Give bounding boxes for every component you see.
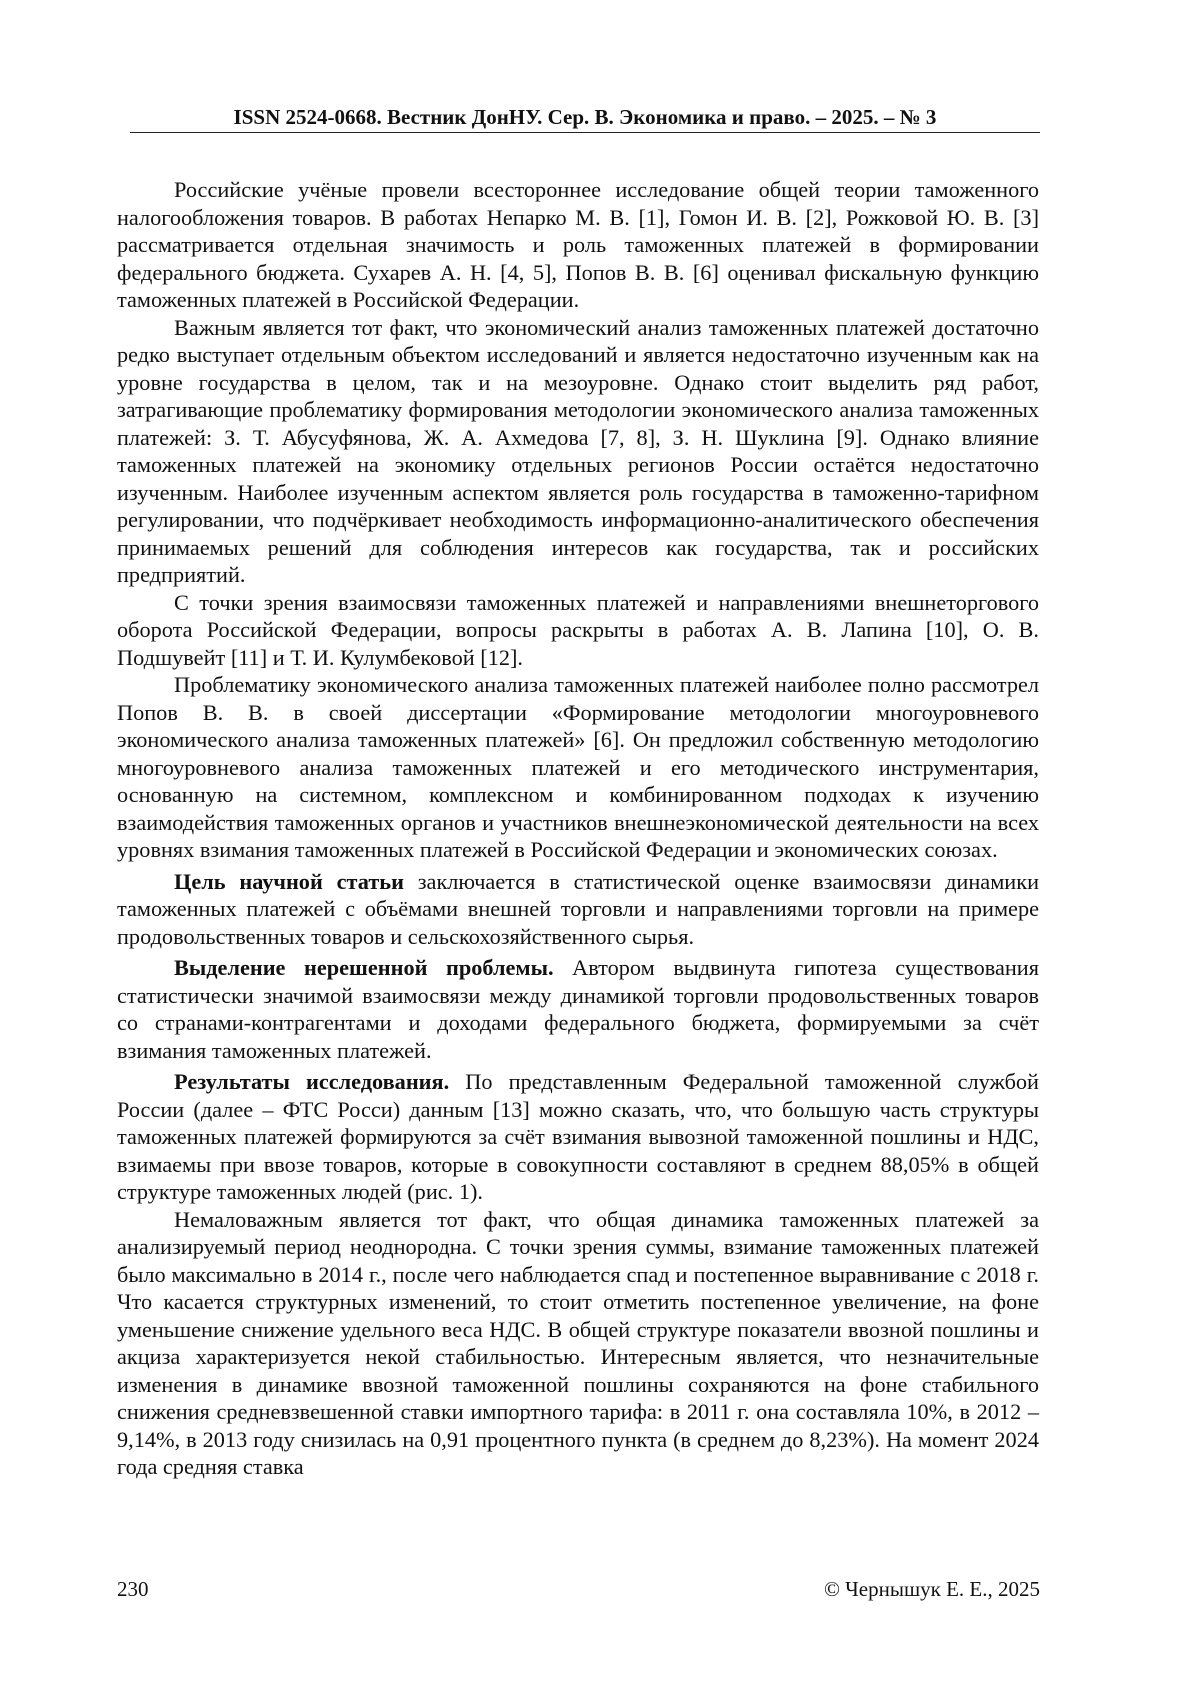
paragraph-problem: Выделение нерешенной проблемы. Автором выдвинута гипотеза существования статистически значимой взаимосвязи между динамикой торговли продовольственных товаров со странами-контрагентами и доходами федерального бюджета, формируемыми за счёт взимания таможенных платежей. bbox=[117, 955, 1039, 1063]
journal-header: ISSN 2524-0668. Вестник ДонНУ. Сер. В. Экономика и право. – 2025. – № 3 bbox=[233, 105, 937, 129]
results-lead: Результаты исследования. bbox=[174, 1069, 450, 1094]
paragraph-3: С точки зрения взаимосвязи таможенных платежей и направлениями внешнеторгового оборота Российской Федерации, вопросы раскрыты в работах А. В. Лапина [10], О. В. Подшувейт [11] и Т. И. Кулумбековой [12]. bbox=[117, 589, 1039, 670]
paragraph-results: Результаты исследования. По представленным Федеральной таможенной службой России (далее – ФТС Росси) данным [13] можно сказать, что, что большую часть структуры таможенных платежей формируются за счёт взимания вывозной таможенной пошлины и НДС, взимаемы при ввозе товаров, которые в совокупности составляют в среднем 88,05% в общей структуре таможенных людей (рис. 1). bbox=[117, 1069, 1039, 1204]
paragraph-aim: Цель научной статьи заключается в статистической оценке взаимосвязи динамики таможенных платежей с объёмами внешней торговли и направлениями торговли на примере продовольственных товаров и сельскохозяйственного сырья. bbox=[117, 868, 1040, 949]
paragraph-8: Немаловажным является тот факт, что общая динамика таможенных платежей за анализируемый период неоднородна. С точки зрения суммы, взимание таможенных платежей было максимально в 2014 г., после чего наблюдается спад и постепенное выравнивание с 2018 г. Что касается структурных изменений, то стоит отметить постепенное увеличение, на фоне уменьшение снижение удельного веса НДС. В общей структуре показатели ввозной пошлины и акциза характеризуется некой стабильностью. Интересным является, что незначительные изменения в динамике ввозной таможенной пошлины сохраняются на фоне стабильного снижения средневзвешенной ставки импортного тарифа: в 2011 г. она составляла 10%, в 2012 – 9,14%, в 2013 году снизилась на 0,91 процентного пункта (в среднем до 8,23%). На момент 2024 года средняя ставка bbox=[117, 1206, 1039, 1479]
paragraph-2: Важным является тот факт, что экономический анализ таможенных платежей достаточно редко выступает отдельным объектом исследований и является недостаточно изученным как на уровне государства в целом, так и на мезоуровне. Однако стоит выделить ряд работ, затрагивающие проблематику формирования методологии экономического анализа таможенных платежей: З. Т. Абусуфянова, Ж. А. Ахмедова [7, 8], З. Н. Шуклина [9]. Однако влияние таможенных платежей на экономику отдельных регионов России остаётся недостаточно изученным. Наиболее изученным аспектом является роль государства в таможенно-тарифном регулировании, что подчёркивает необходимость информационно-аналитического обеспечения принимаемых решений для соблюдения интересов как государства, так и российских предприятий. bbox=[117, 314, 1039, 587]
problem-lead: Выделение нерешенной проблемы. bbox=[174, 955, 554, 980]
article-body bbox=[117, 176, 1039, 1481]
aim-lead: Цель научной статьи bbox=[174, 868, 404, 894]
copyright: © Чернышук Е. Е., 2025 bbox=[823, 1577, 1040, 1601]
paragraph-1: Российские учёные провели всестороннее исследование общей теории таможенного налогообложения товаров. В работах Непарко М. В. [1], Гомон И. В. [2], Рожковой Ю. В. [3] рассматривается отдельная значимость и роль таможенных платежей в формировании федерального бюджета. Сухарев А. Н. [4, 5], Попов В. В. [6] оценивал фискальную функцию таможенных платежей в Российской Федерации. bbox=[117, 177, 1039, 312]
header-divider bbox=[130, 132, 1040, 133]
page-number: 230 bbox=[117, 1577, 149, 1601]
paragraph-4: Проблематику экономического анализа таможенных платежей наиболее полно рассмотрел Попов В. В. в своей диссертации «Формирование методологии многоуровневого экономического анализа таможенных платежей» [6]. Он предложил собственную методологию многоуровневого анализа таможенных платежей и его методического инструментария, основанную на системном, комплексном и комбинированном подходах к изучению взаимодействия таможенных органов и участников внешнеэкономической деятельности на всех уровнях взимания таможенных платежей в Российской Федерации и экономических союзах. bbox=[117, 672, 1039, 862]
